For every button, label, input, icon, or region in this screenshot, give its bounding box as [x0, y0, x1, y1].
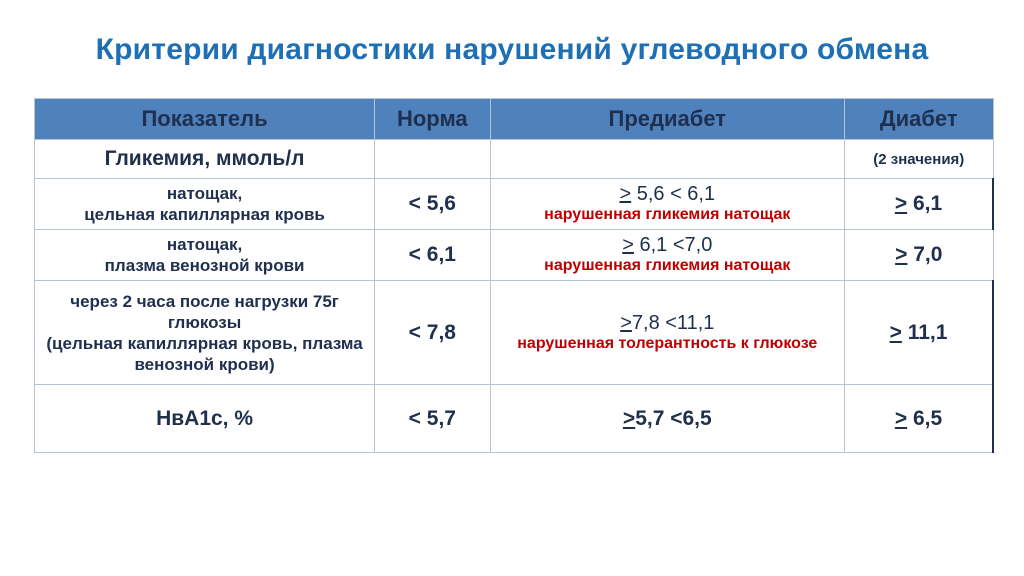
indicator-line: через 2 часа после нагрузки 75г глюкозы [70, 291, 339, 332]
header-norm: Норма [375, 99, 490, 140]
norm-value: < 6,1 [375, 230, 490, 281]
header-diabetes: Диабет [845, 99, 993, 140]
prediabetes-cell [490, 385, 845, 453]
gte-sign: > [619, 183, 632, 205]
table-row [35, 281, 994, 385]
gte-sign: > [620, 311, 632, 334]
table-header-row [35, 99, 994, 140]
prediabetes-value: 5,6 < 6,1 [631, 183, 716, 205]
indicator-line: плазма венозной крови [104, 256, 305, 275]
prediabetes-range [495, 312, 841, 334]
diabetes-value: 11,1 [901, 320, 948, 344]
diabetes-value: 6,1 [907, 192, 943, 215]
header-prediabetes: Предиабет [490, 99, 845, 140]
prediabetes-value: 5,7 <6,5 [635, 406, 712, 430]
norm-value: < 5,6 [375, 179, 490, 230]
prediabetes-value: 6,1 <7,0 [633, 234, 713, 256]
table-row [35, 179, 994, 230]
gte-sign: > [622, 406, 636, 430]
indicator-line: натощак, [166, 235, 243, 254]
prediabetes-cell [490, 281, 845, 385]
norm-value: < 7,8 [375, 281, 490, 385]
page-title: Критерии диагностики нарушений углеводного обмена [95, 33, 929, 66]
gte-sign: > [895, 243, 908, 266]
glycemia-label: Гликемия, ммоль/л [35, 140, 375, 179]
table-row [35, 385, 994, 453]
prediabetes-range [495, 234, 841, 256]
prediabetes-value: 7,8 <11,1 [631, 311, 715, 334]
prediabetes-range [495, 183, 841, 205]
indicator-cell [35, 281, 375, 385]
table-row [35, 140, 994, 179]
empty-cell [375, 140, 490, 179]
indicator-line: (цельная капиллярная кровь, плазма венозной крови) [46, 333, 363, 374]
diabetes-cell [845, 179, 993, 230]
indicator-cell [35, 179, 375, 230]
diabetes-cell [845, 385, 993, 453]
empty-cell [490, 140, 845, 179]
diabetes-note: (2 значения) [845, 140, 993, 179]
prediabetes-note: нарушенная гликемия натощак [544, 257, 791, 274]
header-indicator: Показатель [35, 99, 375, 140]
indicator-cell [35, 230, 375, 281]
indicator-line: натощак, [166, 184, 243, 203]
diabetes-cell [845, 281, 993, 385]
diabetes-cell [845, 230, 993, 281]
diabetes-value: 7,0 [907, 243, 943, 266]
criteria-table [34, 98, 994, 453]
prediabetes-cell [490, 230, 845, 281]
indicator-cell: НвА1с, % [35, 385, 375, 453]
prediabetes-note: нарушенная гликемия натощак [544, 206, 791, 223]
prediabetes-note: нарушенная толерантность к глюкозе [517, 334, 818, 352]
gte-sign: > [894, 406, 908, 430]
table-row [35, 230, 994, 281]
indicator-line: цельная капиллярная кровь [84, 205, 325, 224]
gte-sign: > [622, 234, 634, 256]
diabetes-value: 6,5 [907, 406, 943, 430]
norm-value: < 5,7 [375, 385, 490, 453]
prediabetes-cell [490, 179, 845, 230]
gte-sign: > [894, 192, 908, 215]
gte-sign: > [889, 320, 902, 344]
